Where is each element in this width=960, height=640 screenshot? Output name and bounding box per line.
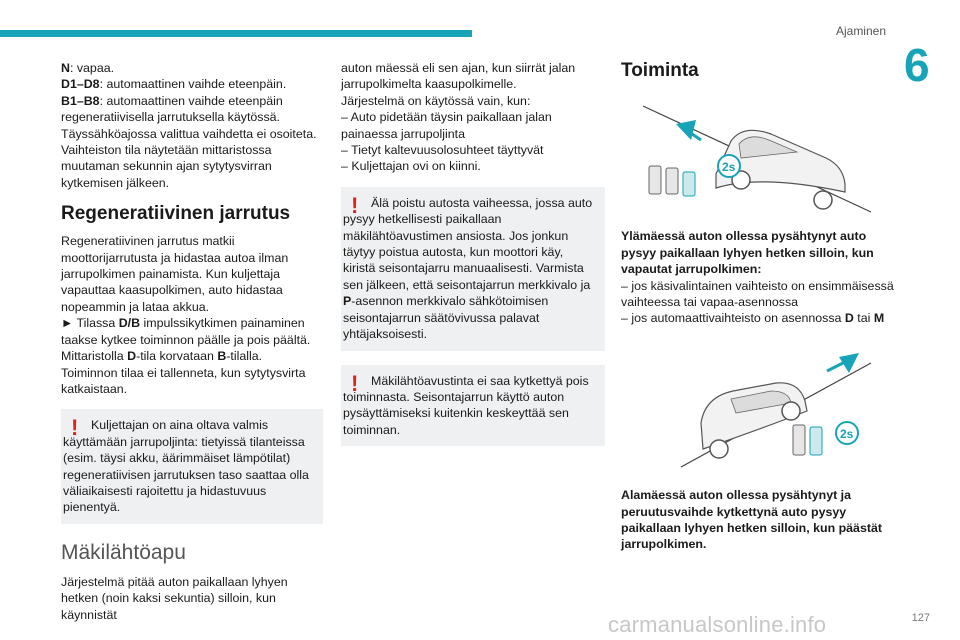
hill-assist-paragraph: Järjestelmä pitää auton paikallaan lyhyen hetken (noin kaksi sekuntia) silloin, kun käynnistät [61, 574, 288, 622]
section-title: Ajaminen [835, 24, 886, 38]
warning-text: Mäkilähtöavustinta ei saa kytkettyä pois toiminnasta. Seisontajarrun käyttö auton pysäyttämiseksi kuitenkin keskeyttää sen toiminnan. [343, 373, 589, 437]
page-number: 127 [911, 612, 930, 624]
hill-assist-heading: Mäkilähtöapu [61, 540, 186, 564]
warning-text: Älä poistu autosta vaiheessa, jossa auto pysyy hetkellisesti paikallaan mäkilähtöavustimen ansiosta. Jos jonkun täytyy poistua autosta, kun moottori käy, kiristä seisontajarru manuaalisesti. Varmista sen jälkeen, että seisontajarrun merkkivalo ja P-asennon merkkivalo sähkötoimisen seisontajarrun säätövivussa palavat yhtäjaksoisesti. [343, 195, 593, 342]
list-item: – jos automaattivaihteisto on asennossa D tai M [621, 311, 885, 326]
downhill-illustration [621, 341, 901, 477]
warning-box [61, 409, 323, 523]
warning-box [341, 187, 605, 351]
timer-badge: 2s [722, 160, 736, 174]
downhill-caption: Alamäessä auton ollessa pysähtynyt ja peruutusvaihde kytkettynä auto pysyy paikallaan lyhyen hetken silloin, kun päästät jarrupolkimen. [621, 488, 882, 552]
column-2 [341, 60, 605, 446]
list-item: – Auto pidetään täysin paikallaan jalan painaessa jarrupoljinta [341, 110, 552, 141]
watermark: carmanualsonline.info [608, 612, 827, 637]
timer-badge: 2s [840, 426, 854, 441]
conditions-intro: Järjestelmä on käytössä vain, kun: [341, 93, 531, 108]
intro-line: N: vapaa. [61, 61, 115, 75]
intro-line: B1–B8: automaattinen vaihde eteenpäin regeneratiivisella jarrutuksella käytössä. [61, 93, 283, 125]
list-item: – Kuljettajan ovi on kiinni. [341, 159, 481, 174]
top-accent-bar [0, 30, 472, 37]
column-1 [61, 60, 323, 623]
uphill-caption: Ylämäessä auton ollessa pysähtynyt auto pysyy paikallaan lyhyen hetken silloin, kun vapautat jarrupolkimen: [621, 229, 874, 277]
intro-text: Täyssähköajossa valittua vaihdetta ei osoiteta. Vaihteiston tila näytetään mittaristossa muutaman sekunnin ajan sytytysvirran kytkemisen jälkeen. [61, 126, 317, 190]
chapter-number: 6 [904, 39, 930, 91]
regen-state-note: Toiminnon tilaa ei tallenneta, kun sytytysvirta katkaistaan. [61, 365, 306, 396]
function-heading: Toiminta [621, 60, 699, 81]
regen-paragraph: Regeneratiivinen jarrutus matkii moottorijarrutusta ja hidastaa autoa ilman jarrupolkimen painamista. Kun kuljettaja vapauttaa kaasupolkimen, auto hidastaa nopeammin ja lataa akkua. [61, 234, 289, 314]
warning-icon: ! [351, 192, 359, 218]
list-item: – jos käsivalintainen vaihteisto on ensimmäisessä vaihteessa tai vapaa-asennossa [621, 278, 894, 310]
warning-box [341, 365, 605, 447]
regen-instruction: ► Tilassa D/B impulssikytkimen painaminen taakse kytkee toiminnon päälle ja pois päältä. [61, 316, 311, 347]
warning-icon: ! [351, 370, 359, 396]
intro-line: D1–D8: automaattinen vaihde eteenpäin. [61, 77, 287, 92]
hill-assist-continued: auton mäessä eli sen ajan, kun siirrät jalan jarrupolkimelta kaasupolkimelle. [341, 61, 576, 92]
column-3 [621, 60, 901, 553]
regen-mode-note: Mittaristolla D-tila korvataan B-tilalla. [61, 349, 263, 364]
uphill-illustration [621, 96, 901, 218]
warning-text: Kuljettajan on aina oltava valmis käyttämään jarrupoljinta: tietyissä tilanteissa (esim. täysi akku, äärimmäiset lämpötilat) regeneratiivisen jarrutuksen taso saattaa olla väliaikaisesti rajoitettu ja hidastuvuus pienentyä. [63, 418, 309, 515]
regen-heading: Regeneratiivinen jarrutus [61, 203, 291, 225]
list-item: – Tietyt kaltevuusolosuhteet täyttyvät [341, 143, 544, 158]
warning-icon: ! [71, 415, 79, 441]
